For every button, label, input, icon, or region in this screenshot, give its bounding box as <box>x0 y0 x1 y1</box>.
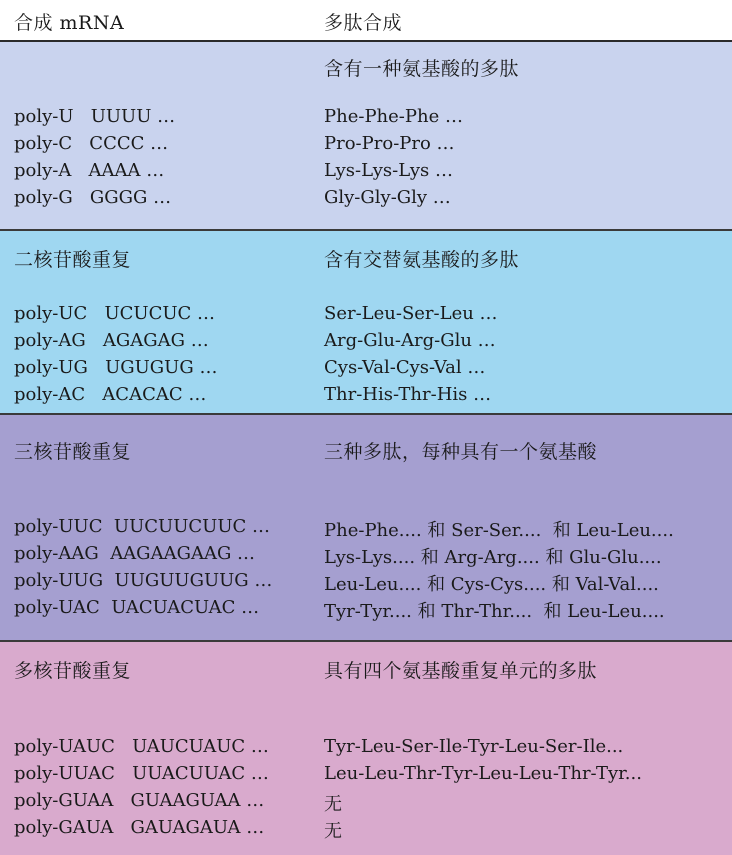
mrna-cell: poly-UG UGUGUG … <box>14 357 218 378</box>
section-rows <box>0 106 732 214</box>
peptide-cell: Lys-Lys-Lys … <box>324 160 454 181</box>
table-row <box>0 384 732 411</box>
table-row <box>0 303 732 330</box>
section-rows <box>0 736 732 844</box>
section-title-right: 含有交替氨基酸的多肽 <box>324 249 520 271</box>
section-title-left: 三核苷酸重复 <box>14 441 132 463</box>
table-row <box>0 543 732 570</box>
mrna-cell: poly-AC ACACAC … <box>14 384 207 405</box>
mrna-cell: poly-AAG AAGAAGAAG … <box>14 543 256 564</box>
table-row <box>0 516 732 543</box>
mrna-cell: poly-UAC UACUACUAC … <box>14 597 260 618</box>
peptide-cell: 无 <box>324 821 342 842</box>
section-title-left: 二核苷酸重复 <box>14 249 132 271</box>
section-rows <box>0 303 732 411</box>
mrna-cell: poly-GUAA GUAAGUAA … <box>14 790 265 811</box>
mrna-cell: poly-UUG UUGUUGUUG … <box>14 570 273 591</box>
section-rows <box>0 516 732 624</box>
section-title-right: 三种多肽，每种具有一个氨基酸 <box>324 441 598 463</box>
table-row <box>0 817 732 844</box>
table-row <box>0 570 732 597</box>
mrna-cell: poly-UAUC UAUCUAUC … <box>14 736 269 757</box>
peptide-cell: Phe-Phe-Phe … <box>324 106 463 127</box>
peptide-cell: Arg-Glu-Arg-Glu … <box>324 330 496 351</box>
header-mrna: 合成 mRNA <box>14 12 125 34</box>
table-row <box>0 330 732 357</box>
table-row <box>0 106 732 133</box>
mrna-cell: poly-U UUUU … <box>14 106 176 127</box>
header-polypeptide: 多肽合成 <box>324 12 403 34</box>
section-title-left: 多核苷酸重复 <box>14 660 132 682</box>
section-single-nucleotide <box>0 42 732 229</box>
section-title-right: 具有四个氨基酸重复单元的多肽 <box>324 660 598 682</box>
peptide-cell: Ser-Leu-Ser-Leu … <box>324 303 498 324</box>
table-header <box>0 0 732 42</box>
peptide-cell: Gly-Gly-Gly … <box>324 187 451 208</box>
peptide-cell: Leu-Leu-Thr-Tyr-Leu-Leu-Thr-Tyr... <box>324 763 642 784</box>
peptide-cell: Cys-Val-Cys-Val … <box>324 357 486 378</box>
mrna-cell: poly-GAUA GAUAGAUA … <box>14 817 265 838</box>
peptide-cell: Pro-Pro-Pro … <box>324 133 455 154</box>
mrna-cell: poly-C CCCC … <box>14 133 169 154</box>
peptide-cell: Thr-His-Thr-His … <box>324 384 492 405</box>
peptide-cell: Lys-Lys.... 和 Arg-Arg.... 和 Glu-Glu.... <box>324 547 662 568</box>
mrna-cell: poly-A AAAA … <box>14 160 165 181</box>
table-row <box>0 763 732 790</box>
mrna-cell: poly-UUC UUCUUCUUC … <box>14 516 270 537</box>
peptide-cell: 无 <box>324 794 342 815</box>
table-row <box>0 133 732 160</box>
peptide-cell: Leu-Leu.... 和 Cys-Cys.... 和 Val-Val.... <box>324 574 659 595</box>
peptide-cell: Tyr-Tyr.... 和 Thr-Thr.... 和 Leu-Leu.... <box>324 601 665 622</box>
mrna-cell: poly-UUAC UUACUUAC … <box>14 763 269 784</box>
peptide-cell: Tyr-Leu-Ser-Ile-Tyr-Leu-Ser-Ile... <box>324 736 624 757</box>
mrna-cell: poly-AG AGAGAG … <box>14 330 209 351</box>
table-row <box>0 790 732 817</box>
peptide-cell: Phe-Phe.... 和 Ser-Ser.... 和 Leu-Leu.... <box>324 520 674 541</box>
table-row <box>0 187 732 214</box>
table-row <box>0 357 732 384</box>
section-title-right: 含有一种氨基酸的多肽 <box>324 58 520 80</box>
section-trinucleotide <box>0 413 732 640</box>
section-multinucleotide <box>0 640 732 855</box>
mrna-cell: poly-UC UCUCUC … <box>14 303 216 324</box>
table-row <box>0 736 732 763</box>
section-dinucleotide <box>0 229 732 413</box>
table-row <box>0 160 732 187</box>
mrna-cell: poly-G GGGG … <box>14 187 172 208</box>
table-row <box>0 597 732 624</box>
